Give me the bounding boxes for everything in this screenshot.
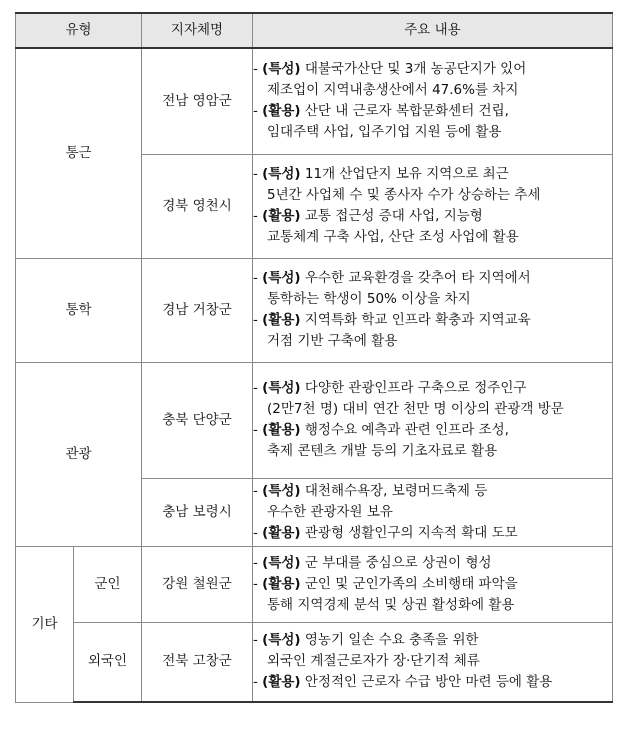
content-line xyxy=(253,574,612,595)
content-cell xyxy=(253,258,613,362)
bullet-dash: - xyxy=(253,103,263,120)
content-tag: (특성) xyxy=(262,166,301,182)
content-cell xyxy=(253,622,613,702)
content-tag: (활용) xyxy=(262,524,301,541)
table-row xyxy=(16,258,613,362)
bullet-dash: - xyxy=(253,312,263,328)
content-tag: (활용) xyxy=(262,312,301,328)
content-text: 안정적인 근로자 수급 방안 마련 등에 활용 xyxy=(300,674,553,691)
subtype-cell: 군인 xyxy=(74,546,142,622)
content-text: 우수한 교육환경을 갖추어 타 지역에서 xyxy=(300,270,531,286)
type-cell: 통학 xyxy=(16,258,142,362)
table-header-row xyxy=(16,13,613,48)
content-line xyxy=(253,268,612,289)
content-text: 외국인 계절근로자가 장·단기적 체류 xyxy=(267,653,480,670)
content-line xyxy=(253,310,612,331)
content-text: 관광형 생활인구의 지속적 확대 도모 xyxy=(300,524,518,541)
content-text: 군인 및 군인가족의 소비행태 파악을 xyxy=(300,575,518,592)
region-cell: 충남 보령시 xyxy=(142,478,253,546)
region-cell: 전남 영암군 xyxy=(142,48,253,154)
header-content: 주요 내용 xyxy=(253,13,613,48)
content-line xyxy=(253,164,612,185)
content-tag: (특성) xyxy=(262,554,301,571)
content-text: 임대주택 사업, 입주기업 지원 등에 활용 xyxy=(267,124,502,141)
content-line xyxy=(253,59,612,80)
content-tag: (활용) xyxy=(262,208,301,224)
content-line xyxy=(253,502,612,523)
content-line xyxy=(253,122,612,143)
content-line xyxy=(253,289,612,310)
content-tag: (활용) xyxy=(262,575,301,592)
content-text: 대불국가산단 및 3개 농공단지가 있어 xyxy=(300,61,527,78)
bullet-dash: - xyxy=(253,422,263,438)
content-tag: (활용) xyxy=(262,674,301,691)
content-text: 5년간 사업체 수 및 종사자 수가 상승하는 추세 xyxy=(267,187,541,203)
content-tag: (특성) xyxy=(262,380,301,396)
content-text: 교통 접근성 증대 사업, 지능형 xyxy=(300,208,483,224)
content-line xyxy=(253,399,612,420)
bullet-dash: - xyxy=(253,575,263,592)
content-line xyxy=(253,420,612,441)
bullet-dash: - xyxy=(253,674,263,691)
content-text: 대천해수욕장, 보령머드축제 등 xyxy=(300,482,488,499)
content-line xyxy=(253,672,612,693)
content-text: 통학하는 학생이 50% 이상을 차지 xyxy=(267,291,471,307)
region-cell: 경북 영천시 xyxy=(142,154,253,258)
content-tag: (특성) xyxy=(262,482,301,499)
header-region: 지자체명 xyxy=(142,13,253,48)
table-row xyxy=(16,622,613,702)
content-tag: (특성) xyxy=(262,61,301,78)
bullet-dash: - xyxy=(253,270,263,286)
content-text: 통해 지역경제 분석 및 상권 활성화에 활용 xyxy=(267,596,515,613)
content-text: 다양한 관광인프라 구축으로 정주인구 xyxy=(300,380,527,396)
content-line xyxy=(253,80,612,101)
bullet-dash: - xyxy=(253,524,263,541)
content-line xyxy=(253,523,612,544)
content-line xyxy=(253,441,612,462)
bullet-dash: - xyxy=(253,380,263,396)
content-text: 교통체계 구축 사업, 산단 조성 사업에 활용 xyxy=(267,229,519,245)
type-cell: 기타 xyxy=(16,546,74,702)
region-cell: 강원 철원군 xyxy=(142,546,253,622)
content-line xyxy=(253,101,612,122)
region-population-table xyxy=(15,12,613,703)
content-cell xyxy=(253,478,613,546)
content-tag: (특성) xyxy=(262,270,301,286)
content-text: 지역특화 학교 인프라 확충과 지역교육 xyxy=(300,312,531,328)
content-cell xyxy=(253,154,613,258)
table-row xyxy=(16,362,613,478)
content-tag: (특성) xyxy=(262,632,301,649)
content-tag: (활용) xyxy=(262,422,301,438)
type-cell: 통근 xyxy=(16,48,142,258)
type-cell: 관광 xyxy=(16,362,142,546)
content-line xyxy=(253,553,612,574)
content-line xyxy=(253,481,612,502)
subtype-cell: 외국인 xyxy=(74,622,142,702)
content-text: 군 부대를 중심으로 상권이 형성 xyxy=(300,554,492,571)
content-cell xyxy=(253,546,613,622)
content-text: 산단 내 근로자 복합문화센터 건립, xyxy=(300,103,509,120)
content-text: 영농기 일손 수요 충족을 위한 xyxy=(300,632,479,649)
bullet-dash: - xyxy=(253,61,263,78)
content-line xyxy=(253,378,612,399)
content-line xyxy=(253,595,612,616)
content-line xyxy=(253,227,612,248)
bullet-dash: - xyxy=(253,208,263,224)
content-line xyxy=(253,331,612,352)
content-line xyxy=(253,206,612,227)
content-line xyxy=(253,185,612,206)
content-text: 축제 콘텐츠 개발 등의 기초자료로 활용 xyxy=(267,443,498,459)
header-type: 유형 xyxy=(16,13,142,48)
content-text: 우수한 관광자원 보유 xyxy=(267,503,393,520)
content-text: 제조업이 지역내총생산에서 47.6%를 차지 xyxy=(267,82,519,99)
content-cell xyxy=(253,362,613,478)
bullet-dash: - xyxy=(253,554,263,571)
content-tag: (활용) xyxy=(262,103,301,120)
content-line xyxy=(253,651,612,672)
table-row xyxy=(16,48,613,154)
bullet-dash: - xyxy=(253,482,263,499)
bullet-dash: - xyxy=(253,166,263,182)
content-line xyxy=(253,630,612,651)
content-text: (2만7천 명) 대비 연간 천만 명 이상의 관광객 방문 xyxy=(267,401,564,417)
content-cell xyxy=(253,48,613,154)
table-row xyxy=(16,546,613,622)
content-text: 거점 기반 구축에 활용 xyxy=(267,333,398,349)
content-text: 행정수요 예측과 관련 인프라 조성, xyxy=(300,422,509,438)
region-cell: 충북 단양군 xyxy=(142,362,253,478)
region-cell: 전북 고창군 xyxy=(142,622,253,702)
region-cell: 경남 거창군 xyxy=(142,258,253,362)
content-text: 11개 산업단지 보유 지역으로 최근 xyxy=(300,166,509,182)
bullet-dash: - xyxy=(253,632,263,649)
